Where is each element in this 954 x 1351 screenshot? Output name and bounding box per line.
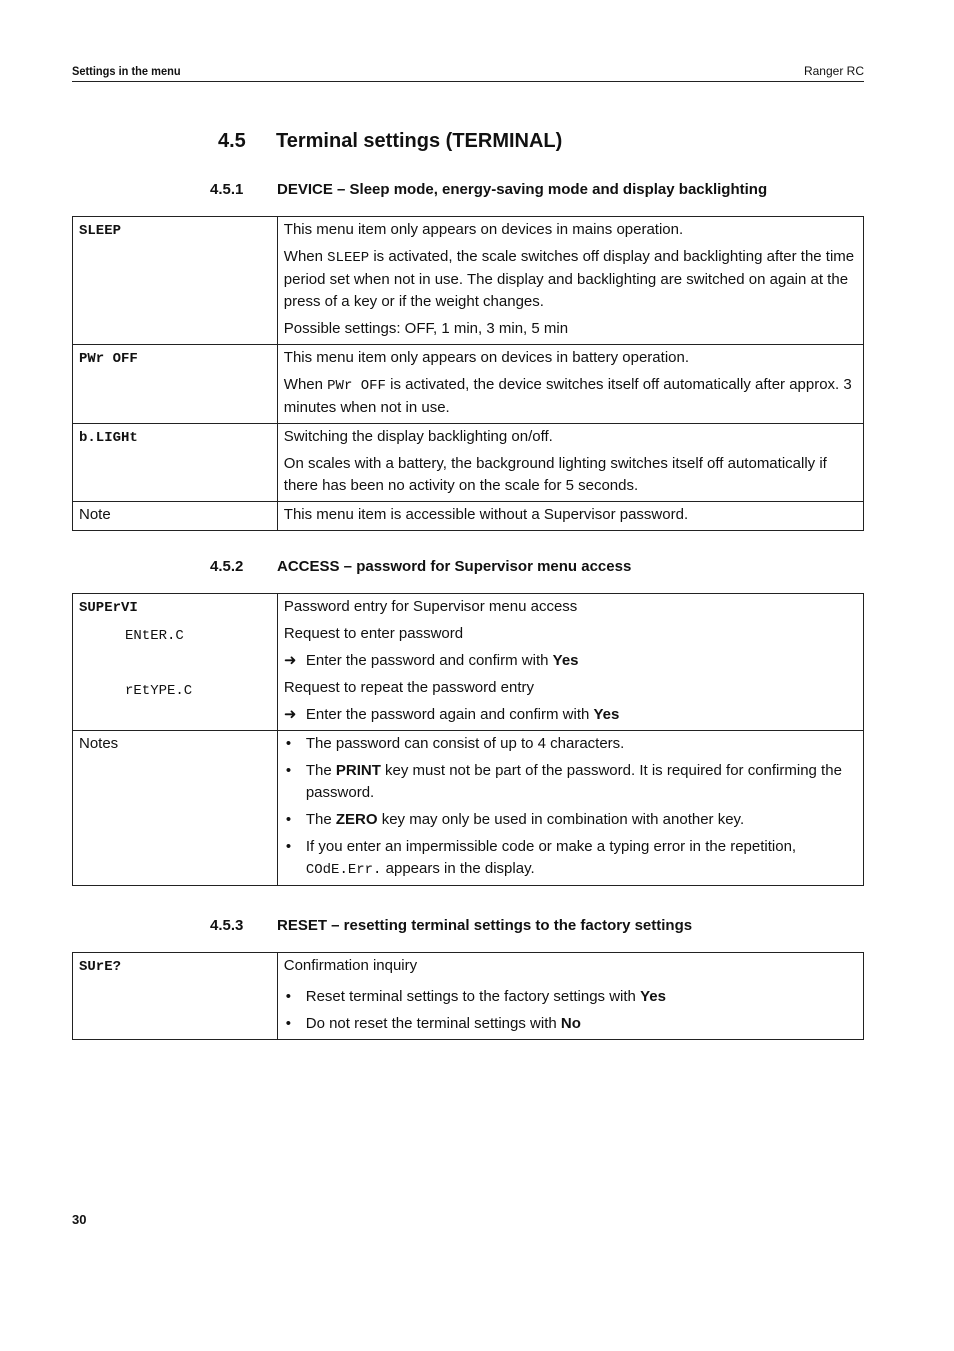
subsection-heading-access <box>210 558 631 575</box>
section-number: 4.5 <box>218 130 246 152</box>
list-item <box>284 1013 857 1035</box>
table-row <box>73 953 864 1040</box>
section-title: Terminal settings (TERMINAL) <box>276 130 563 152</box>
table-key-cell <box>73 217 278 345</box>
table-row <box>73 594 864 731</box>
section-heading <box>218 130 562 153</box>
arrow-right-icon: ➜ <box>283 706 297 723</box>
subsection-title: DEVICE – Sleep mode, energy-saving mode and display backlighting <box>277 181 768 198</box>
note-label: Note <box>79 506 111 523</box>
description-text <box>284 374 857 419</box>
subsection-number: 4.5.2 <box>210 558 244 575</box>
text-span: is activated, the scale switches off display and backlighting after the time period set when not in use. The display and backlighting are switched on again at the press of a key or if the weight changes. <box>283 248 855 310</box>
device-settings-table <box>72 216 864 531</box>
header-product-name: Ranger RC <box>803 64 864 78</box>
header-section-name: Settings in the menu <box>72 64 181 78</box>
list-item: • The password can consist of up to 4 characters. <box>284 733 857 755</box>
description-text: Request to repeat the password entry <box>283 679 534 696</box>
list-item <box>284 836 857 881</box>
list-item <box>284 986 857 1008</box>
text-span: When <box>283 376 328 393</box>
text-span: Do not reset the terminal settings with <box>305 1015 561 1032</box>
reset-settings-table <box>72 952 864 1040</box>
submenu-code <box>79 624 271 647</box>
text-span: Reset terminal settings to the factory settings with <box>305 988 641 1005</box>
table-value-cell <box>277 345 863 424</box>
menu-code-text: SUPErVI <box>79 600 138 616</box>
subsection-number: 4.5.3 <box>210 917 244 934</box>
menu-code: PWr OFF <box>79 351 138 367</box>
list-item <box>284 760 857 804</box>
description-text: On scales with a battery, the background lighting switches itself off automatically if there has been no activity on the scale for 5 seconds. <box>283 455 827 494</box>
table-value-cell <box>277 594 863 731</box>
description-text <box>284 246 857 313</box>
table-row <box>73 217 864 345</box>
table-key-cell <box>73 502 278 531</box>
notes-label: Notes <box>79 735 119 752</box>
table-row <box>73 502 864 531</box>
instruction-step <box>284 650 857 672</box>
list-item <box>284 809 857 831</box>
table-row <box>73 424 864 502</box>
description-text: This menu item only appears on devices in mains operation. <box>283 221 684 238</box>
menu-code: b.LIGHt <box>79 430 138 446</box>
description-text: Password entry for Supervisor menu access <box>283 598 578 615</box>
table-value-cell <box>277 424 863 502</box>
text-span: The <box>305 811 336 828</box>
text-span: Enter the password and confirm with <box>305 652 553 669</box>
description-text: Confirmation inquiry <box>283 957 418 974</box>
table-row <box>73 345 864 424</box>
table-key-cell <box>73 731 278 886</box>
table-value-cell <box>277 217 863 345</box>
text-span: key must not be part of the password. It is required for confirming the password. <box>305 762 842 801</box>
description-text: Switching the display backlighting on/off. <box>283 428 553 445</box>
subsection-title: ACCESS – password for Supervisor menu access <box>277 558 632 575</box>
key-name: ZERO <box>335 811 378 828</box>
arrow-right-icon: ➜ <box>283 652 297 669</box>
description-text: Possible settings: OFF, 1 min, 3 min, 5 min <box>283 320 569 337</box>
subsection-number: 4.5.1 <box>210 181 244 198</box>
spacer <box>79 652 271 674</box>
instruction-step <box>284 704 857 726</box>
text-span: Enter the password again and confirm with <box>305 706 594 723</box>
reset-options-list <box>284 986 857 1035</box>
table-key-cell <box>73 594 278 731</box>
notes-list <box>284 733 857 881</box>
page-number: 30 <box>72 1212 87 1227</box>
table-row <box>73 731 864 886</box>
key-name: Yes <box>593 706 620 723</box>
inline-code: PWr OFF <box>327 378 386 394</box>
menu-code <box>79 596 271 619</box>
description-text: This menu item only appears on devices in battery operation. <box>283 349 690 366</box>
submenu-code-text: ENtER.C <box>125 628 184 644</box>
submenu-code-text: rEtYPE.C <box>125 683 193 699</box>
key-name: Yes <box>552 652 579 669</box>
description-text: This menu item is accessible without a Supervisor password. <box>283 506 689 523</box>
table-value-cell <box>277 502 863 531</box>
access-settings-table <box>72 593 864 886</box>
running-header <box>72 63 864 82</box>
menu-code: SUrE? <box>79 959 122 975</box>
inline-code: SLEEP <box>327 250 370 266</box>
text-span: is activated, the device switches itself off automatically after approx. 3 minutes when not in use. <box>283 376 852 416</box>
inline-code: COdE.Err. <box>305 862 382 878</box>
text-span: When <box>283 248 328 265</box>
table-key-cell <box>73 345 278 424</box>
key-name: PRINT <box>335 762 381 779</box>
text-span: If you enter an impermissible code or make a typing error in the repetition, <box>305 838 797 855</box>
menu-code: SLEEP <box>79 223 122 239</box>
subsection-heading-device <box>210 181 767 198</box>
table-value-cell <box>277 731 863 886</box>
submenu-code <box>79 679 271 702</box>
table-key-cell <box>73 953 278 1040</box>
text-span: appears in the display. <box>381 860 535 877</box>
table-key-cell <box>73 424 278 502</box>
key-name: Yes <box>640 988 666 1005</box>
description-text: Request to enter password <box>283 625 464 642</box>
key-name: No <box>560 1015 581 1032</box>
text-span: The <box>305 762 336 779</box>
subsection-heading-reset <box>210 917 692 934</box>
table-value-cell <box>277 953 863 1040</box>
subsection-title: RESET – resetting terminal settings to the factory settings <box>277 917 693 934</box>
text-span: key may only be used in combination with another key. <box>377 811 745 828</box>
